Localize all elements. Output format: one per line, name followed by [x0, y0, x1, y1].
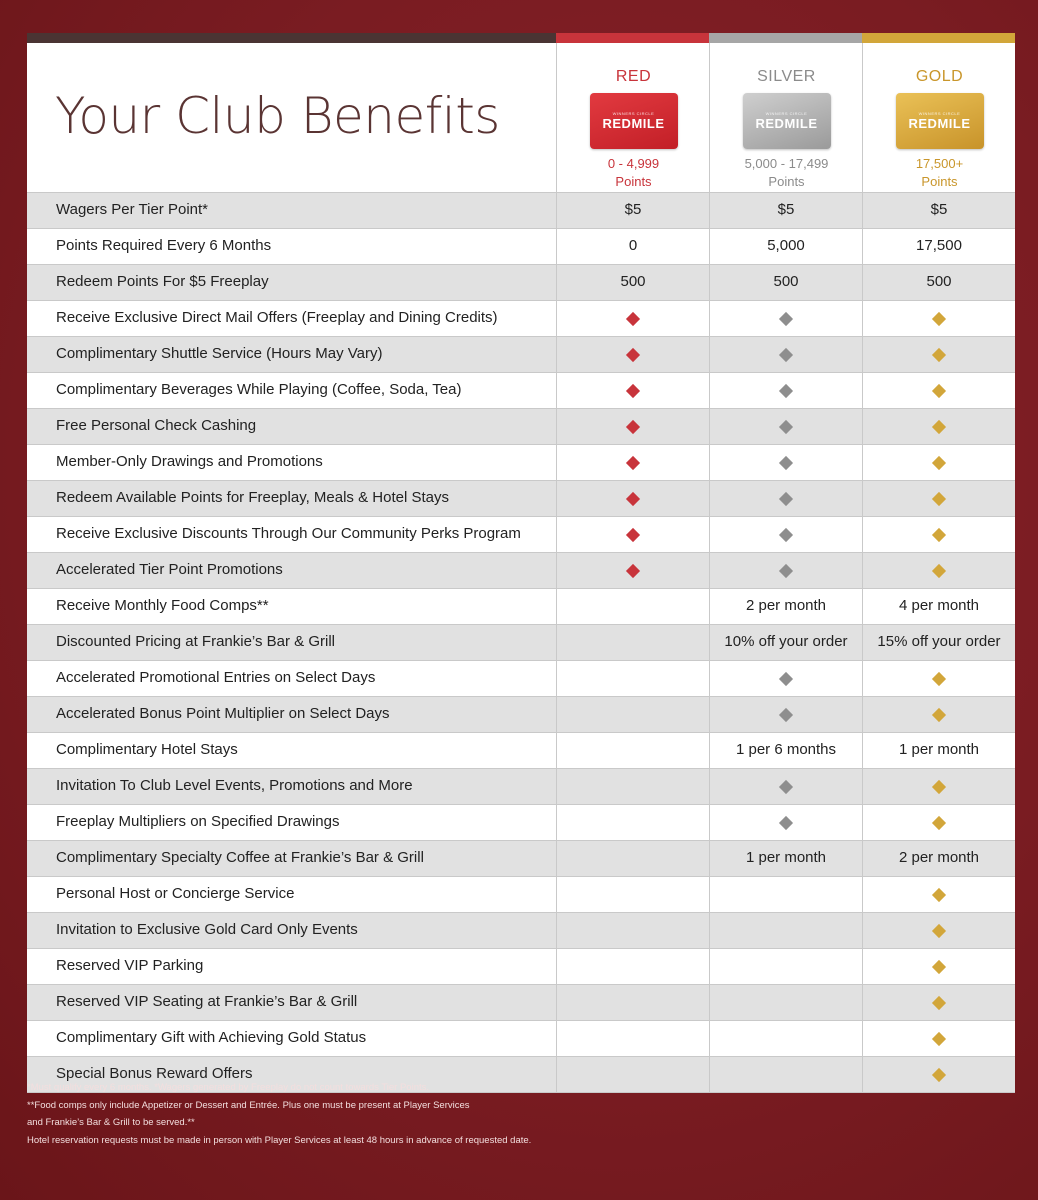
tier-name: RED — [615, 68, 652, 85]
silver-tier-cell — [709, 553, 862, 588]
table-row — [27, 337, 1015, 373]
red-tier-cell — [556, 409, 709, 444]
benefit-label: Receive Exclusive Discounts Through Our Community Perks Program — [56, 525, 521, 542]
gold-diamond-icon — [932, 347, 946, 361]
silver-tier-cell — [709, 373, 862, 408]
red-tier-cell — [556, 769, 709, 804]
table-row — [27, 301, 1015, 337]
gold-tier-cell — [862, 409, 1015, 444]
gold-tier-cell — [862, 337, 1015, 372]
gold-tier-cell — [862, 805, 1015, 840]
gold-tier-cell — [862, 913, 1015, 948]
gold-diamond-icon — [932, 563, 946, 577]
silver-tier-cell — [709, 661, 862, 696]
table-row — [27, 481, 1015, 517]
silver-tier-cell — [709, 301, 862, 336]
gold-tier-cell — [862, 445, 1015, 480]
tier-range: 17,500+ Points — [915, 156, 964, 189]
silver-tier-cell — [709, 913, 862, 948]
silver-card-logo: WINNERS CIRCLE REDMILE — [743, 93, 831, 149]
gold-tier-cell — [862, 877, 1015, 912]
benefit-label: Wagers Per Tier Point* — [56, 201, 208, 218]
silver-tier-cell — [709, 1021, 862, 1056]
silver-tier-cell: 5,000 — [709, 229, 862, 264]
gold-tier-cell — [862, 517, 1015, 552]
silver-tier-cell: $5 — [709, 193, 862, 228]
red-tier-cell — [556, 913, 709, 948]
benefit-label: Receive Exclusive Direct Mail Offers (Freeplay and Dining Credits) — [56, 309, 498, 326]
red-diamond-icon — [626, 419, 640, 433]
footnote-line: Hotel reservation requests must be made in person with Player Services at least 48 hours in advance of requested date. — [27, 1134, 532, 1146]
red-tier-cell — [556, 697, 709, 732]
table-row — [27, 229, 1015, 265]
gold-tier-cell: 4 per month — [862, 589, 1015, 624]
gold-diamond-icon — [932, 1031, 946, 1045]
red-tier-cell — [556, 625, 709, 660]
gold-tier-cell: $5 — [862, 193, 1015, 228]
gold-diamond-icon — [932, 995, 946, 1009]
table-row — [27, 193, 1015, 229]
gold-diamond-icon — [932, 491, 946, 505]
silver-tier-cell: 10% off your order — [709, 625, 862, 660]
red-color-bar — [556, 33, 709, 43]
table-row — [27, 661, 1015, 697]
benefit-label: Member-Only Drawings and Promotions — [56, 453, 323, 470]
silver-tier-cell — [709, 949, 862, 984]
red-diamond-icon — [626, 455, 640, 469]
red-tier-cell: $5 — [556, 193, 709, 228]
gold-tier-cell — [862, 481, 1015, 516]
table-row — [27, 625, 1015, 661]
table-row — [27, 913, 1015, 949]
benefit-label: Personal Host or Concierge Service — [56, 885, 295, 902]
gold-tier-cell: 15% off your order — [862, 625, 1015, 660]
gold-tier-cell: 500 — [862, 265, 1015, 300]
table-row — [27, 733, 1015, 769]
red-tier-cell — [556, 553, 709, 588]
red-diamond-icon — [626, 491, 640, 505]
table-row — [27, 373, 1015, 409]
table-row — [27, 985, 1015, 1021]
red-diamond-icon — [626, 347, 640, 361]
title-color-bar — [27, 33, 556, 43]
gold-tier-cell — [862, 301, 1015, 336]
silver-tier-cell — [709, 445, 862, 480]
table-header — [27, 43, 1015, 193]
table-row — [27, 589, 1015, 625]
silver-tier-cell — [709, 517, 862, 552]
tier-color-bars — [27, 33, 1015, 43]
red-tier-cell — [556, 949, 709, 984]
table-row — [27, 805, 1015, 841]
gold-tier-cell — [862, 949, 1015, 984]
table-row — [27, 409, 1015, 445]
benefit-label: Accelerated Promotional Entries on Select Days — [56, 669, 376, 686]
gold-tier-cell — [862, 553, 1015, 588]
tier-silver-header — [709, 43, 863, 192]
silver-diamond-icon — [779, 707, 793, 721]
gold-tier-cell — [862, 1057, 1015, 1092]
benefit-label: Reserved VIP Parking — [56, 957, 204, 974]
benefit-label: Complimentary Shuttle Service (Hours May Vary) — [56, 345, 383, 362]
gold-diamond-icon — [932, 923, 946, 937]
table-row — [27, 769, 1015, 805]
red-tier-cell — [556, 517, 709, 552]
red-tier-cell — [556, 1021, 709, 1056]
gold-diamond-icon — [932, 671, 946, 685]
red-tier-cell — [556, 805, 709, 840]
gold-tier-cell: 2 per month — [862, 841, 1015, 876]
red-tier-cell — [556, 301, 709, 336]
gold-diamond-icon — [932, 707, 946, 721]
gold-tier-cell: 17,500 — [862, 229, 1015, 264]
gold-tier-cell — [862, 1021, 1015, 1056]
gold-card-logo: WINNERS CIRCLE REDMILE — [896, 93, 984, 149]
benefit-label: Reserved VIP Seating at Frankie’s Bar & Grill — [56, 993, 358, 1010]
benefit-label: Discounted Pricing at Frankie’s Bar & Grill — [56, 633, 335, 650]
gold-diamond-icon — [932, 455, 946, 469]
gold-diamond-icon — [932, 815, 946, 829]
tier-name: GOLD — [915, 68, 964, 85]
red-diamond-icon — [626, 563, 640, 577]
benefits-panel — [27, 33, 1015, 1082]
footnotes — [27, 1079, 727, 1149]
silver-tier-cell — [709, 985, 862, 1020]
silver-tier-cell — [709, 877, 862, 912]
tier-gold-header — [862, 43, 1016, 192]
silver-tier-cell — [709, 481, 862, 516]
red-diamond-icon — [626, 311, 640, 325]
red-tier-cell — [556, 733, 709, 768]
table-row — [27, 697, 1015, 733]
red-tier-cell — [556, 589, 709, 624]
table-row — [27, 517, 1015, 553]
benefit-label: Redeem Points For $5 Freeplay — [56, 273, 269, 290]
benefit-label: Complimentary Specialty Coffee at Frankie’s Bar & Grill — [56, 849, 424, 866]
benefit-label: Freeplay Multipliers on Specified Drawings — [56, 813, 340, 830]
footnote-line: *Must qualify every 6 months. *Wagers generated by Freeplay do not count towards Tier Points. — [27, 1082, 430, 1093]
red-diamond-icon — [626, 527, 640, 541]
gold-color-bar — [862, 33, 1015, 43]
table-row — [27, 877, 1015, 913]
silver-tier-cell — [709, 769, 862, 804]
tier-name: SILVER — [757, 68, 816, 85]
gold-tier-cell — [862, 373, 1015, 408]
table-row — [27, 949, 1015, 985]
benefit-label: Complimentary Gift with Achieving Gold Status — [56, 1029, 367, 1046]
tier-red-header — [556, 43, 710, 192]
silver-diamond-icon — [779, 671, 793, 685]
gold-tier-cell — [862, 769, 1015, 804]
silver-tier-cell — [709, 1057, 862, 1092]
red-card-logo: WINNERS CIRCLE REDMILE — [590, 93, 678, 149]
table-row — [27, 841, 1015, 877]
red-tier-cell — [556, 337, 709, 372]
silver-diamond-icon — [779, 563, 793, 577]
red-tier-cell — [556, 445, 709, 480]
silver-diamond-icon — [779, 779, 793, 793]
silver-tier-cell: 1 per 6 months — [709, 733, 862, 768]
benefit-label: Invitation to Exclusive Gold Card Only Events — [56, 921, 358, 938]
silver-tier-cell — [709, 337, 862, 372]
red-tier-cell: 0 — [556, 229, 709, 264]
footnote-line: **Food comps only include Appetizer or Dessert and Entrée. Plus one must be present at Player Services — [27, 1099, 470, 1111]
benefit-label: Free Personal Check Cashing — [56, 417, 257, 434]
gold-diamond-icon — [932, 527, 946, 541]
benefit-label: Accelerated Tier Point Promotions — [56, 561, 283, 578]
silver-diamond-icon — [779, 347, 793, 361]
red-diamond-icon — [626, 383, 640, 397]
table-row — [27, 265, 1015, 301]
benefit-label: Receive Monthly Food Comps** — [56, 597, 269, 614]
benefit-label: Complimentary Beverages While Playing (Coffee, Soda, Tea) — [56, 381, 462, 398]
gold-tier-cell — [862, 661, 1015, 696]
red-tier-cell — [556, 985, 709, 1020]
benefit-label: Accelerated Bonus Point Multiplier on Select Days — [56, 705, 390, 722]
silver-tier-cell: 500 — [709, 265, 862, 300]
table-row — [27, 1021, 1015, 1057]
benefit-label: Redeem Available Points for Freeplay, Meals & Hotel Stays — [56, 489, 449, 506]
red-tier-cell — [556, 877, 709, 912]
benefit-label: Special Bonus Reward Offers — [56, 1065, 253, 1082]
gold-tier-cell — [862, 985, 1015, 1020]
silver-diamond-icon — [779, 419, 793, 433]
gold-diamond-icon — [932, 959, 946, 973]
gold-diamond-icon — [932, 779, 946, 793]
benefits-table — [27, 193, 1015, 1093]
silver-tier-cell — [709, 697, 862, 732]
silver-tier-cell — [709, 409, 862, 444]
silver-diamond-icon — [779, 527, 793, 541]
silver-diamond-icon — [779, 311, 793, 325]
footnote-line: and Frankie’s Bar & Grill to be served.** — [27, 1117, 195, 1128]
tier-range: 0 - 4,999 Points — [607, 156, 660, 189]
page-title: Your Club Benefits — [55, 87, 500, 145]
silver-color-bar — [709, 33, 862, 43]
red-tier-cell: 500 — [556, 265, 709, 300]
gold-diamond-icon — [932, 311, 946, 325]
silver-diamond-icon — [779, 455, 793, 469]
silver-diamond-icon — [779, 491, 793, 505]
silver-diamond-icon — [779, 383, 793, 397]
table-row — [27, 553, 1015, 589]
gold-tier-cell: 1 per month — [862, 733, 1015, 768]
silver-tier-cell: 2 per month — [709, 589, 862, 624]
silver-diamond-icon — [779, 815, 793, 829]
silver-tier-cell: 1 per month — [709, 841, 862, 876]
red-tier-cell — [556, 373, 709, 408]
gold-diamond-icon — [932, 1067, 946, 1081]
silver-tier-cell — [709, 805, 862, 840]
tier-range: 5,000 - 17,499 Points — [744, 156, 829, 189]
benefit-label: Invitation To Club Level Events, Promotions and More — [56, 777, 413, 794]
red-tier-cell — [556, 841, 709, 876]
red-tier-cell — [556, 481, 709, 516]
gold-diamond-icon — [932, 383, 946, 397]
gold-diamond-icon — [932, 887, 946, 901]
benefit-label: Complimentary Hotel Stays — [56, 741, 238, 758]
gold-diamond-icon — [932, 419, 946, 433]
gold-tier-cell — [862, 697, 1015, 732]
table-row — [27, 445, 1015, 481]
red-tier-cell — [556, 661, 709, 696]
benefit-label: Points Required Every 6 Months — [56, 237, 272, 254]
